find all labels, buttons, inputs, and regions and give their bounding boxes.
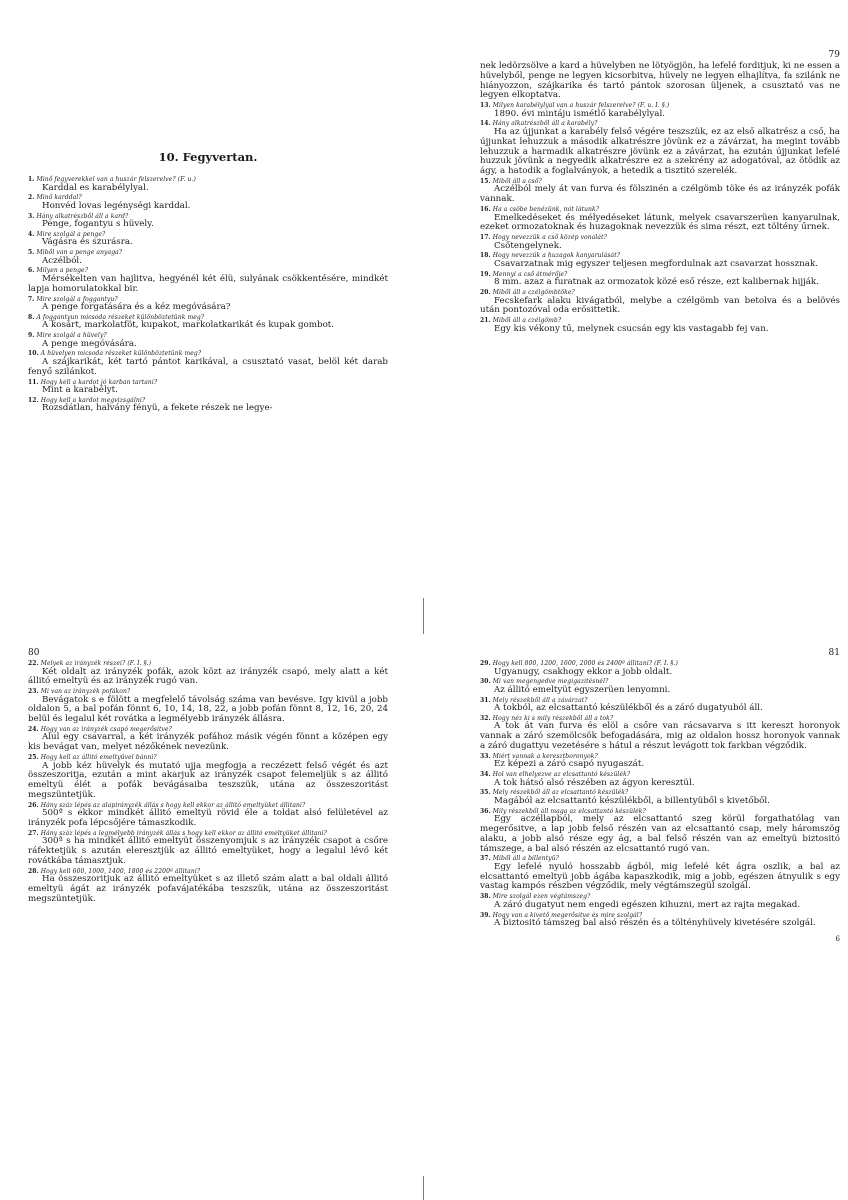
question-number: 21. — [480, 317, 491, 325]
question-text: A foggantyun micsoda részeket különböztetünk meg? — [36, 313, 205, 321]
question-number: 3. — [28, 212, 35, 220]
qa-item — [480, 317, 840, 334]
qa-item — [28, 314, 388, 331]
question-number: 28. — [28, 867, 39, 875]
answer-text: Két oldalt az irányzék pofák, azok közt az irányzék csapó, mely alatt a két állitó emeltyü és az irányzék rugó van. — [28, 666, 388, 687]
qa-list — [28, 176, 388, 414]
signature-mark: 6 — [835, 934, 840, 943]
continuation-text: nek ledörzsölve a kard a hüvelyben ne lötyögjön, ha lefelé forditjuk, ki ne essen a hüvelyből, penge ne legyen kicsorbitva, hüvely ne legyen elhajlítva, fa szilánk ne hiányozzon, szájkarika és tartó pántok szorosan üljenek, a csusztató vas ne legyen elkoptatva. — [480, 61, 840, 101]
answer-text: Ez képezi a záró csapó nyugaszát. — [494, 759, 645, 770]
question-text: Mi van az irányzék pofákon? — [40, 688, 131, 696]
answer-text: Csőtengelynek. — [494, 240, 562, 251]
answer-text: Ha az újjunkat a karabély felső végére teszszük, ez az első alkatrész a cső, ha újjunkat lehuzzuk a második alkatrészre jövünk ez a závárzat, ha megint tovább lehuzzuk a harmadik alkatrészre jövünk ez a závárzat, ha ezután újjunkat lefelé huzzuk jövünk a negyedik alkatrészre ez a szekrény az adogatóval, az ötödik az ágy, a hatodik a foglalványok, a hetedik a tisztitó szerelék. — [480, 126, 840, 177]
question-number: 33. — [480, 752, 491, 760]
qa-item — [480, 912, 840, 929]
page-number — [28, 50, 388, 62]
question-number: 5. — [28, 249, 35, 257]
qa-item — [28, 379, 388, 396]
answer-text: Karddal es karabélylyal. — [42, 182, 149, 193]
question-number: 20. — [480, 289, 491, 297]
answer-text: 300ª s ha mindkét állitó emeltyüt összenyomjuk s az irányzék csapot a csőre ráfektetjük s azután eleresztjük az állitó emeltyüket, hogy a legalul lévő két rovátkába támasztjuk. — [28, 836, 388, 866]
answer-text: Mérsékelten van hajlitva, hegyénél két élü, sulyának csökkentésére, mindkét lapja homorulatokkal bir. — [28, 273, 388, 294]
question-text: Miből van a penge anyaga? — [36, 249, 123, 257]
qa-item — [28, 176, 388, 193]
qa-item — [480, 808, 840, 855]
question-text: Mire szolgál a foggantyu? — [36, 295, 118, 303]
qa-item — [28, 332, 388, 349]
answer-text: A biztositó támszeg bal alsó részén és a töltényhüvely kivetésére szolgál. — [494, 918, 816, 929]
question-number: 13. — [480, 102, 491, 110]
question-number: 7. — [28, 295, 35, 303]
question-text: Hogy nevezzük a huzagok kanyarulását? — [492, 252, 621, 260]
question-text: Miből áll a czélgömbtöke? — [492, 289, 575, 297]
question-number: 23. — [28, 688, 39, 696]
question-number: 14. — [480, 120, 491, 128]
question-text: Mire szolgál a penge? — [36, 230, 106, 238]
page-number: 81 — [828, 648, 840, 658]
qa-item — [480, 271, 840, 288]
answer-text: A tok át van furva és elöl a csőre van rácsavarva s itt kereszt horonyok vannak a záró szemölcsök befogadására, mig az oldalon hossz horonyok vannak a záró dugattyu vezetésére s hátul a részut levágott tok farkban végződik. — [480, 721, 840, 751]
question-number: 24. — [28, 725, 39, 733]
qa-item — [28, 213, 388, 230]
question-text: Hogy kell a kardot jó karban tartani? — [40, 378, 158, 386]
qa-item — [480, 120, 840, 176]
answer-text: Egy kis vékony tű, melynek csucsán egy kis vastagabb fej van. — [494, 323, 769, 334]
qa-item — [480, 753, 840, 770]
answer-text: A szájkarikát, két tartó pántot karikával, a csusztató vasat, belöl két darab fenyő szilánkot. — [28, 356, 388, 377]
question-number: 27. — [28, 829, 39, 837]
chapter-title: 10. Fegyvertan. — [158, 150, 258, 164]
qa-item — [480, 206, 840, 233]
answer-text: Honvéd lovas legénységi karddal. — [42, 200, 191, 211]
qa-item — [28, 194, 388, 211]
question-number: 32. — [480, 714, 491, 722]
answer-text: Egy lefelé nyuló hosszabb ágból, mig lefelé két ágra oszlik, a bal az elcsattantó emeltyü jobb ágába kapaszkodik, mig a jobb, egészen átnyulik s egy vastag kampós részben végződik, mely végtámszegül szolgál. — [480, 861, 840, 892]
qa-list — [480, 102, 840, 334]
qa-item — [28, 726, 388, 753]
qa-item — [28, 660, 388, 687]
answer-text: Magából az elcsattantó készülékből, a billentyüből s kivetőből. — [494, 795, 770, 806]
page-right-top — [480, 50, 840, 335]
question-text: Hogy kell a kardot megvizsgálni? — [40, 396, 146, 404]
answer-text: Egy aczéllapból, mely az elcsattantó szeg körül forgathatólag van megerősitve, a lap jobb felső részén van az elcsattantó csap, mely háromszög alaku, a jobb alsó része egy ág, a bal felső részén van az emeltyü biztositó támszege, a bal alsó részén az elcsattantó rugó van. — [480, 814, 840, 854]
question-text: Mire szolgál a hüvely? — [36, 332, 107, 340]
qa-item — [28, 802, 388, 829]
answer-text: 500ª s ekkor mindkét állitó emeltyü rövid éle a toldat alsó felületével az irányzék pofa lépcsőjére támaszkodik. — [28, 808, 388, 829]
page-gutter — [423, 598, 424, 634]
answer-text: Emelkedéseket és mélyedéseket látunk, melyek csavarszerüen kanyarulnak, ezeket ormozatoknak és huzagoknak nevezzük és sima részt, ezt töltény űrnek. — [480, 212, 840, 233]
question-number: 37. — [480, 855, 491, 863]
question-text: Hány száz lépés az alapirányzék állás s hogy kell ekkor az állitó emeltyüket állitani? — [40, 801, 306, 809]
page-number: 79 — [828, 50, 840, 60]
answer-text: Penge, fogantyu s hüvely. — [42, 219, 154, 230]
question-number: 16. — [480, 206, 491, 214]
question-number: 38. — [480, 893, 491, 901]
answer-text: Vágásra és szurásra. — [42, 237, 133, 248]
question-text: Hogy van az irányzék csapó megerősitve? — [40, 725, 172, 733]
question-number: 31. — [480, 696, 491, 704]
qa-item — [28, 267, 388, 294]
answer-text: Aczélból mely át van furva és fölszinén a czélgömb töke és az irányzék pofák vannak. — [480, 184, 840, 205]
question-text: Mely részekből áll a závárzat? — [492, 696, 588, 704]
qa-item — [28, 868, 388, 905]
qa-item — [28, 397, 388, 414]
qa-item — [28, 231, 388, 248]
question-text: Hogy van a kivető megerősitve és mire szolgál? — [492, 911, 643, 919]
page-left-bottom — [28, 648, 388, 906]
qa-item — [480, 893, 840, 910]
question-text: Miből áll a czélgömb? — [492, 317, 562, 325]
question-number: 30. — [480, 678, 491, 686]
answer-text: A tokból, az elcsattantó készülékből és a záró dugatyuból áll. — [494, 703, 763, 714]
question-text: Hogy nevezzük a cső közép vonalát? — [492, 234, 607, 242]
qa-item — [28, 688, 388, 725]
question-text: Hogy kell 800, 1200, 1600, 2000 és 2400ª állitani? (F. I. §.) — [492, 660, 678, 667]
question-text: Minő fegyverekkel van a huszár felszerelve? (F. u.) — [36, 176, 196, 183]
question-number: 34. — [480, 771, 491, 779]
question-number: 35. — [480, 789, 491, 797]
question-number: 39. — [480, 911, 491, 919]
question-number: 10. — [28, 350, 39, 358]
question-number: 26. — [28, 801, 39, 809]
question-text: Hogy kell az állitó emeltyüvel bánni? — [40, 754, 157, 762]
question-text: Mi van megengedve megigazitésnél? — [492, 678, 609, 686]
answer-text: Rozsdátlan, halvány fényü, a fekete részek ne legye- — [42, 403, 273, 414]
question-number: 15. — [480, 177, 491, 185]
answer-text: Alul egy csavarral, a két irányzék pofához másik végén fönnt a középen egy kis bevágat van, melyet nézőkének nevezünk. — [28, 732, 388, 753]
question-number: 25. — [28, 754, 39, 762]
answer-text: Ugyanugy, csakhogy ekkor a jobb oldalt. — [494, 666, 673, 677]
question-text: Mily részekből áll maga az elcsattantó készülék? — [492, 807, 646, 815]
question-text: Milyen a penge? — [36, 267, 89, 275]
answer-text: A penge megóvására. — [42, 338, 137, 349]
question-text: Miből áll a cső? — [492, 177, 542, 185]
answer-text: Aczélból. — [42, 255, 82, 266]
question-number: 6. — [28, 267, 35, 275]
question-number: 17. — [480, 234, 491, 242]
qa-item — [480, 855, 840, 892]
question-text: Mire szolgál ezen végtámszeg? — [492, 893, 591, 901]
question-number: 12. — [28, 396, 39, 404]
question-number: 11. — [28, 378, 39, 386]
question-text: Hol van elhelyezve az elcsattantó készülék? — [492, 771, 631, 779]
qa-list — [480, 660, 840, 929]
qa-item — [480, 715, 840, 752]
question-text: Hány alkatrészből áll a kard? — [36, 212, 129, 220]
qa-item — [28, 249, 388, 266]
question-text: Miből áll a billentyü? — [492, 855, 559, 863]
answer-text: Ha összeszoritjuk az állitó emeltyüket s az illető szám alatt a bal oldali állitó emeltyü ágát az irányzék pofavájatékába teszszük, utána az összeszoritást megszüntetjük. — [28, 874, 388, 904]
question-text: Melyek az irányzék részei? (F. I. §.) — [40, 660, 152, 667]
question-number: 36. — [480, 807, 491, 815]
qa-list — [28, 660, 388, 905]
answer-text: 8 mm. azaz a furatnak az ormozatok közé eső része, ezt kalibernak hijják. — [494, 277, 819, 288]
answer-text: Az állitó emeltyüt egyszerüen lenyomni. — [494, 684, 671, 695]
question-number: 19. — [480, 270, 491, 278]
question-text: Mennyi a cső átmérője? — [492, 270, 568, 278]
qa-item — [480, 252, 840, 269]
question-text: Minő karddal? — [36, 194, 82, 202]
qa-item — [480, 789, 840, 806]
qa-item — [480, 771, 840, 788]
question-number: 2. — [28, 194, 35, 202]
answer-text: Mint a karabélyt. — [42, 385, 118, 396]
question-number: 1. — [28, 176, 35, 183]
question-number: 8. — [28, 313, 35, 321]
question-text: Milyen karabélylyal van a huszár felszerelve? (F. u. I. §.) — [492, 102, 670, 110]
question-text: A hüvelyen micsoda részeket különböztetünk meg? — [40, 350, 202, 358]
answer-text: Fecskefark alaku kivágatból, melybe a czélgömb van betolva és a belövés után pontozóval oda erősittetik. — [480, 295, 840, 316]
question-text: Hogy néz ki s mily részekből áll a tok? — [492, 714, 614, 722]
qa-item — [28, 350, 388, 377]
answer-text: A penge forgatására és a kéz megóvására? — [42, 302, 231, 313]
qa-item — [480, 289, 840, 316]
qa-item — [480, 697, 840, 714]
qa-item — [480, 660, 840, 677]
qa-item — [480, 102, 840, 119]
question-text: Ha a csöbe benézünk, mit látunk? — [492, 206, 600, 214]
qa-item — [480, 178, 840, 205]
answer-text: Csavarzatnak mig egyszer teljesen megfordulnak azt csavarzat hossznak. — [494, 258, 818, 269]
page-gutter — [423, 1176, 424, 1200]
answer-text: A tok hátsó alsó részében az ágyon keresztül. — [494, 777, 695, 788]
question-number: 4. — [28, 230, 35, 238]
qa-item — [28, 754, 388, 801]
qa-item — [480, 678, 840, 695]
page-right-bottom — [480, 648, 840, 943]
qa-item — [28, 296, 388, 313]
question-number: 22. — [28, 660, 39, 667]
question-text: Hogy kell 600, 1000, 1400, 1800 és 2200ª állitani? — [40, 867, 201, 875]
question-number: 29. — [480, 660, 491, 667]
page-left-top — [28, 50, 388, 415]
question — [28, 249, 388, 257]
answer-text: A jobb kéz hüvelyk és mutató ujja megfogja a reczézett felső végét és azt összeszoritja, ezután a mint akarjuk az irányzék csapot felemeljük s az állitó emeltyü élét a pofák bevágásaiba teszszük, utána az összeszoritást megszüntetjük. — [28, 760, 388, 800]
answer-text: Bevágatok s e fölött a megfelelő távolság száma van bevésve. Igy kivül a jobb oldalon 5, a bal pofán fönnt 6, 10, 14, 18, 22, a jobb pofán fönnt 8, 12, 16, 20, 24 belül és legalul két rovátka a legmélyebb irányzék állásra. — [28, 694, 388, 725]
answer-text: 1890. évi mintáju ismétlő karabélylyal. — [494, 108, 666, 119]
question-text: Hány száz lépés a legmélyebb irányzék állás s hogy kell ekkor az állitó emeltyüket állitani? — [40, 829, 327, 837]
question-text: Hány alkatrészből áll a karabély? — [492, 120, 598, 128]
question-text: Miért vannak a keresztboronyok? — [492, 752, 598, 760]
answer-text: A záró dugatyut nem engedi egészen kihuzni, mert az rajta megakad. — [494, 899, 801, 910]
page-number: 80 — [28, 648, 40, 658]
question-text: Mely részekből áll az elcsattantó készülék? — [492, 789, 629, 797]
qa-item — [480, 234, 840, 251]
question-number: 18. — [480, 252, 491, 260]
question-number: 9. — [28, 332, 35, 340]
qa-item — [28, 830, 388, 867]
answer-text: A kosárt, markolatföt, kupakot, markolatkarikát és kupak gombot. — [42, 320, 335, 331]
